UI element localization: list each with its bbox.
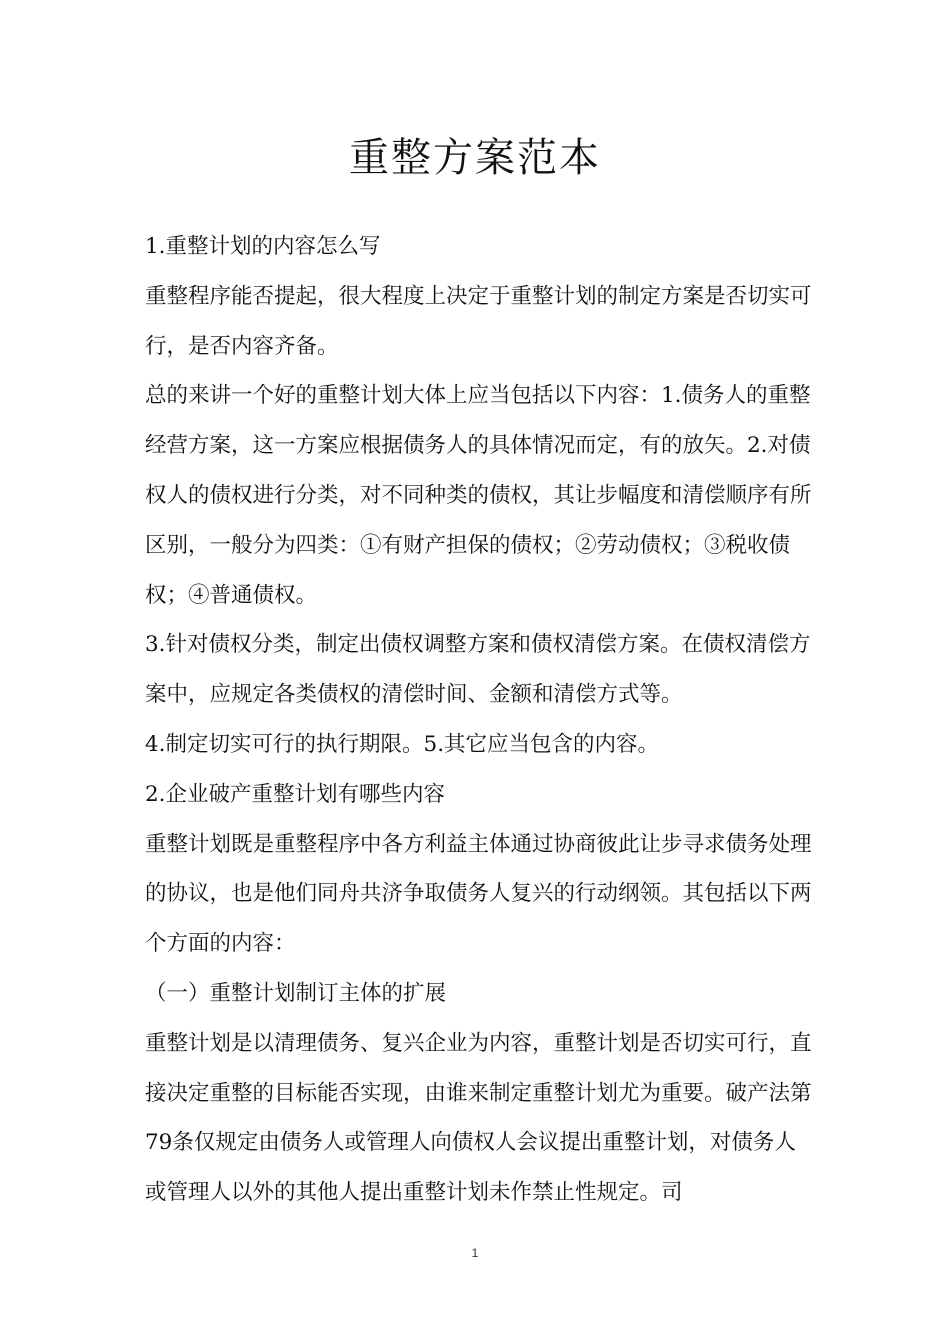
paragraph-2: 总的来讲一个好的重整计划大体上应当包括以下内容：1.债务人的重整经营方案，这一方案应根据债务人的具体情况而定，有的放矢。2.对债权人的债权进行分类，对不同种类的债权，其让步幅度和清偿顺序有所区别，一般分为四类：①有财产担保的债权；②劳动债权；③税收债权；④普通债权。 (145, 383, 812, 608)
paragraph-6: 重整计划是以清理债务、复兴企业为内容，重整计划是否切实可行，直接决定重整的目标能否实现，由谁来制定重整计划尤为重要。破产法第79条仅规定由债务人或管理人向债权人会议提出重整计划，对债务人或管理人以外的其他人提出重整计划未作禁止性规定。司 (145, 1030, 812, 1206)
paragraph-3: 3.针对债权分类，制定出债权调整方案和债权清偿方案。在债权清偿方案中，应规定各类债权的清偿时间、金额和清偿方式等。 (145, 632, 811, 708)
heading-1: 1.重整计划的内容怎么写 (145, 234, 381, 259)
paragraph-1: 重整程序能否提起，很大程度上决定于重整计划的制定方案是否切实可行，是否内容齐备。 (145, 283, 812, 359)
paragraph-4: 4.制定切实可行的执行期限。5.其它应当包含的内容。 (145, 731, 660, 757)
paragraph-5: 重整计划既是重整程序中各方利益主体通过协商彼此让步寻求债务处理的协议，也是他们同舟共济争取债务人复兴的行动纲领。其包括以下两个方面的内容： (145, 831, 812, 957)
page-number: 1 (471, 1246, 479, 1260)
document-title: 重整方案范本 (349, 135, 601, 181)
document-body (145, 222, 815, 1218)
heading-2: 2.企业破产重整计划有哪些内容 (145, 781, 446, 807)
subheading-1: （一）重整计划制订主体的扩展 (145, 980, 447, 1006)
